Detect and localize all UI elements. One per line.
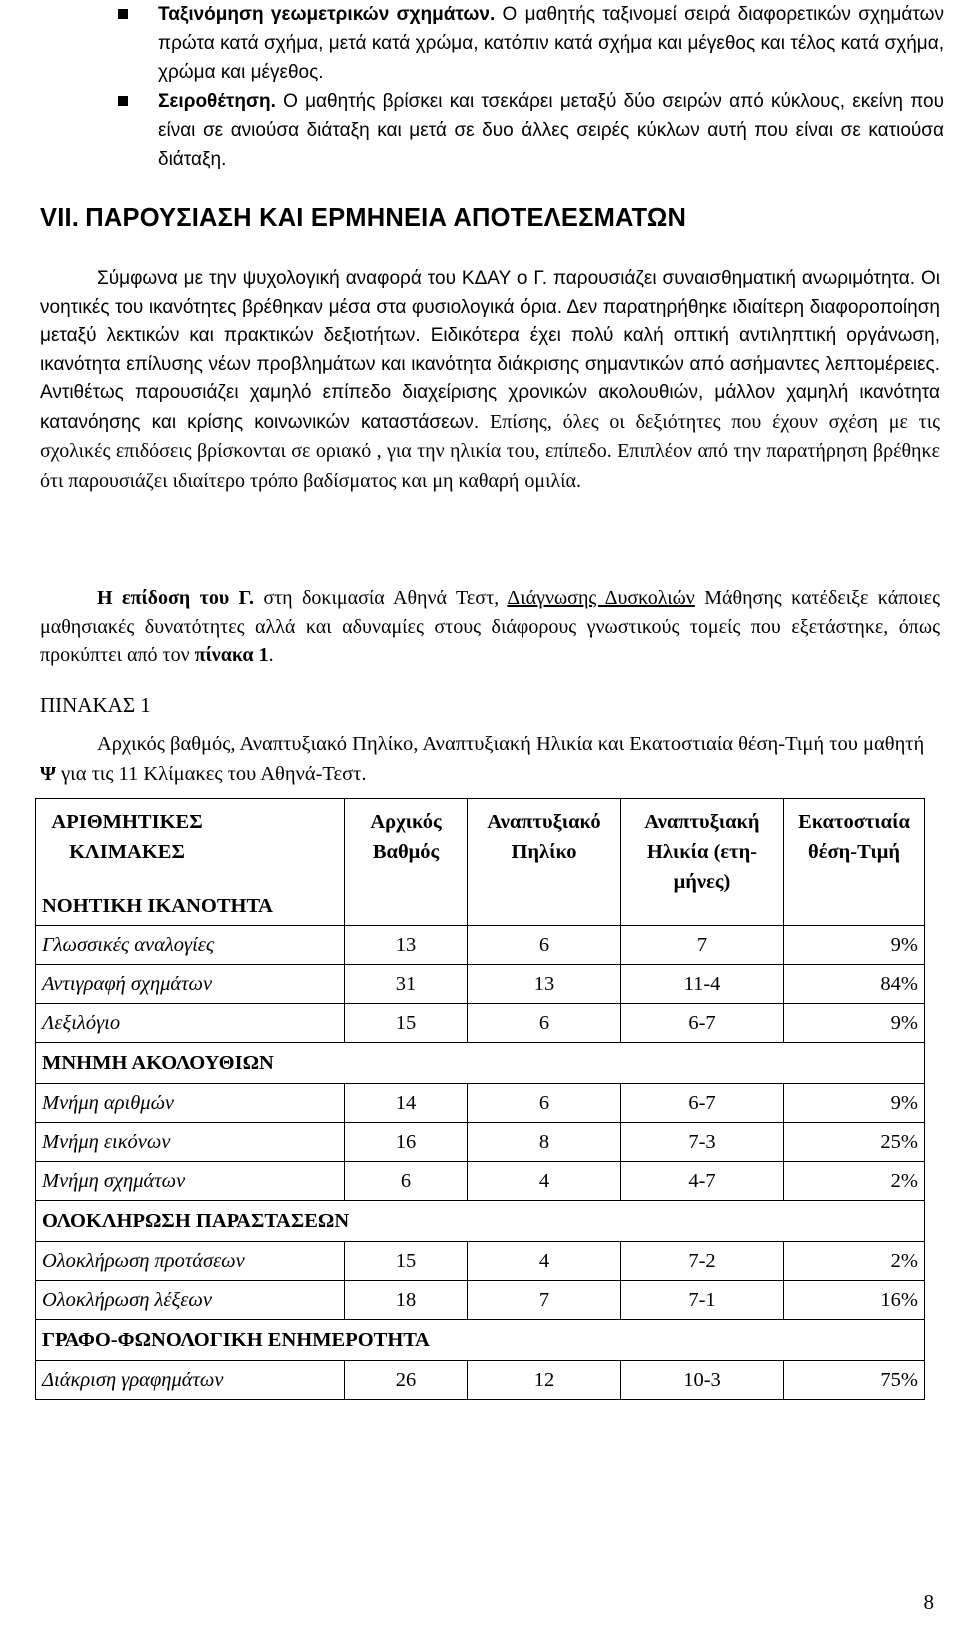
quotient-cell: 7 [468,1281,621,1320]
caption-bold: Ψ [40,762,56,785]
bullet-title: Ταξινόμηση γεωμετρικών σχημάτων. [158,4,496,25]
percentile-cell: 2% [784,1242,925,1281]
raw-score-cell: 26 [345,1361,468,1400]
bullet-item [118,0,944,87]
table-group-row [36,1043,925,1084]
raw-score-cell: 14 [345,1084,468,1123]
scores-table [35,798,925,1400]
percentile-cell: 9% [784,1084,925,1123]
quotient-cell: 4 [468,1162,621,1201]
table-group-row [36,1201,925,1242]
header-quotient: Αναπτυξιακό Πηλίκο [468,799,621,926]
table-reference: πίνακα 1 [194,644,269,666]
table-group-row [36,1320,925,1361]
raw-score-cell: 13 [345,926,468,965]
raw-score-cell: 16 [345,1123,468,1162]
quotient-cell: 12 [468,1361,621,1400]
table-row [36,1281,925,1320]
age-cell: 7-2 [621,1242,784,1281]
age-cell: 4-7 [621,1162,784,1201]
percentile-cell: 9% [784,926,925,965]
percentile-cell: 84% [784,965,925,1004]
header-percentile: Εκατοστιαία θέση-Τιμή [784,799,925,926]
caption-text-2: για τις 11 Κλίμακες του Αθηνά-Τεστ. [56,762,367,785]
percentile-cell: 9% [784,1004,925,1043]
section-number: VII. [40,204,80,232]
performance-text: στη δοκιμασία Αθηνά Τεστ, [253,587,508,609]
raw-score-cell: 31 [345,965,468,1004]
scale-name-cell: Γλωσσικές αναλογίες [36,926,345,965]
header-first-group: ΝΟΗΤΙΚΗ ΙΚΑΝΟΤΗΤΑ [42,895,273,917]
percentile-cell: 75% [784,1361,925,1400]
scale-name-cell: Μνήμη αριθμών [36,1084,345,1123]
quotient-cell: 6 [468,926,621,965]
paragraph-text-serif: Επίσης, όλες οι δεξιότητες που έχουν σχέση με τις σχολικές επιδόσεις βρίσκονται σε οριακό , για την ηλικία του, επίπεδο. Επιπλέον από την παρατήρηση βρέθηκε ότι παρουσιάζει ιδιαίτερο τρόπο βαδίσματος και μη καθαρή ομιλία. [40,410,940,492]
group-label: ΟΛΟΚΛΗΡΩΣΗ ΠΑΡΑΣΤΑΣΕΩΝ [36,1201,925,1242]
age-cell: 7-1 [621,1281,784,1320]
table-row [36,1242,925,1281]
scale-name-cell: Διάκριση γραφημάτων [36,1361,345,1400]
scale-name-cell: Λεξιλόγιο [36,1004,345,1043]
percentile-cell: 16% [784,1281,925,1320]
table-row [36,1004,925,1043]
bullet-list [118,0,944,174]
table-row [36,1123,925,1162]
raw-score-cell: 18 [345,1281,468,1320]
raw-score-cell: 15 [345,1004,468,1043]
age-cell: 7 [621,926,784,965]
header-arithmetic-scales: ΑΡΙΘΜΗΤΙΚΕΣ ΚΛΙΜΑΚΕΣ [51,811,203,863]
age-cell: 11-4 [621,965,784,1004]
bullet-item [118,87,944,174]
table-row [36,1361,925,1400]
table-row [36,926,925,965]
group-label: ΜΝΗΜΗ ΑΚΟΛΟΥΘΙΩΝ [36,1043,925,1084]
bullet-title: Σειροθέτηση. [158,91,276,112]
quotient-cell: 13 [468,965,621,1004]
raw-score-cell: 15 [345,1242,468,1281]
age-cell: 6-7 [621,1004,784,1043]
performance-underlined: Διάγνωσης Δυσκολιών [507,587,695,609]
paragraph-text: Σύμφωνα με την ψυχολογική αναφορά του ΚΔΑΥ ο Γ. παρουσιάζει συναισθηματική ανωριμότητα. Οι νοητικές του ικανότητες βρέθηκαν μέσα στα φυσιολογικά όρια. Δεν παρατηρήθηκε ιδιαίτερη διαφοροποίηση μεταξύ λεκτικών και πρακτικών δεξιοτήτων. Ειδικότερα έχει πολύ καλή οπτική αντιληπτική οργάνωση, ικανότητα επίλυσης νέων προβλημάτων και ικανότητα διάκρισης σημαντικών από ασήμαντες λεπτομέρειες. Αντιθέτως παρουσιάζει χαμηλό επίπεδο διαχείρισης χρονικών ακολουθιών, μάλλον χαμηλή ικανότητα κατανόησης και κρίσης κοινωνικών καταστάσεων. [40,268,940,433]
scale-name-cell: Ολοκλήρωση λέξεων [36,1281,345,1320]
section-heading [40,204,686,233]
bullet-text: Ο μαθητής ταξινομεί σειρά διαφορετικών σχημάτων πρώτα κατά σχήμα, μετά κατά χρώμα, κατόπιν κατά σχήμα και μέγεθος και τέλος κατά σχήμα, χρώμα και μέγεθος. [158,4,944,83]
age-cell: 10-3 [621,1361,784,1400]
bullet-text: Ο μαθητής βρίσκει και τσεκάρει μεταξύ δύο σειρών από κύκλους, εκείνη που είναι σε ανιούσα διάταξη και μετά σε δυο άλλες σειρές κύκλων αυτή που είναι σε κατιούσα διάταξη. [158,91,944,170]
performance-bold-start: Η επίδοση του Γ. [97,587,254,609]
table-row [36,965,925,1004]
performance-paragraph [40,584,940,670]
table-caption [40,730,940,789]
age-cell: 6-7 [621,1084,784,1123]
header-scales [36,799,345,926]
quotient-cell: 4 [468,1242,621,1281]
age-cell: 7-3 [621,1123,784,1162]
scale-name-cell: Μνήμη σχημάτων [36,1162,345,1201]
header-raw-score: Αρχικός Βαθμός [345,799,468,926]
percentile-cell: 2% [784,1162,925,1201]
raw-score-cell: 6 [345,1162,468,1201]
table-row [36,1162,925,1201]
percentile-cell: 25% [784,1123,925,1162]
quotient-cell: 8 [468,1123,621,1162]
performance-end: . [268,644,274,666]
header-age: Αναπτυξιακή Ηλικία (ετη-μήνες) [621,799,784,926]
results-paragraph [40,265,940,496]
scale-name-cell: Μνήμη εικόνων [36,1123,345,1162]
quotient-cell: 6 [468,1004,621,1043]
page-number: 8 [923,1590,934,1614]
section-title: ΠΑΡΟΥΣΙΑΣΗ ΚΑΙ ΕΡΜΗΝΕΙΑ ΑΠΟΤΕΛΕΣΜΑΤΩΝ [85,204,687,232]
performance-text-2: Μάθησης κατέδειξε κάποιες μαθησιακές δυνατότητες αλλά και αδυναμίες στους διάφορους γνωστικούς τομείς που εξετάστηκε, όπως προκύπτει από τον [40,587,940,666]
scale-name-cell: Αντιγραφή σχημάτων [36,965,345,1004]
table-row [36,1084,925,1123]
caption-text: Αρχικός βαθμός, Αναπτυξιακό Πηλίκο, Αναπτυξιακή Ηλικία και Εκατοστιαία θέση-Τιμή του μαθητή [97,733,925,755]
table-header-row [36,799,925,926]
group-label: ΓΡΑΦΟ-ΦΩΝΟΛΟΓΙΚΗ ΕΝΗΜΕΡΟΤΗΤΑ [36,1320,925,1361]
quotient-cell: 6 [468,1084,621,1123]
table-body [36,926,925,1400]
square-bullet-icon [118,96,128,106]
scale-name-cell: Ολοκλήρωση προτάσεων [36,1242,345,1281]
square-bullet-icon [118,9,128,19]
table-title: ΠΙΝΑΚΑΣ 1 [40,693,151,717]
